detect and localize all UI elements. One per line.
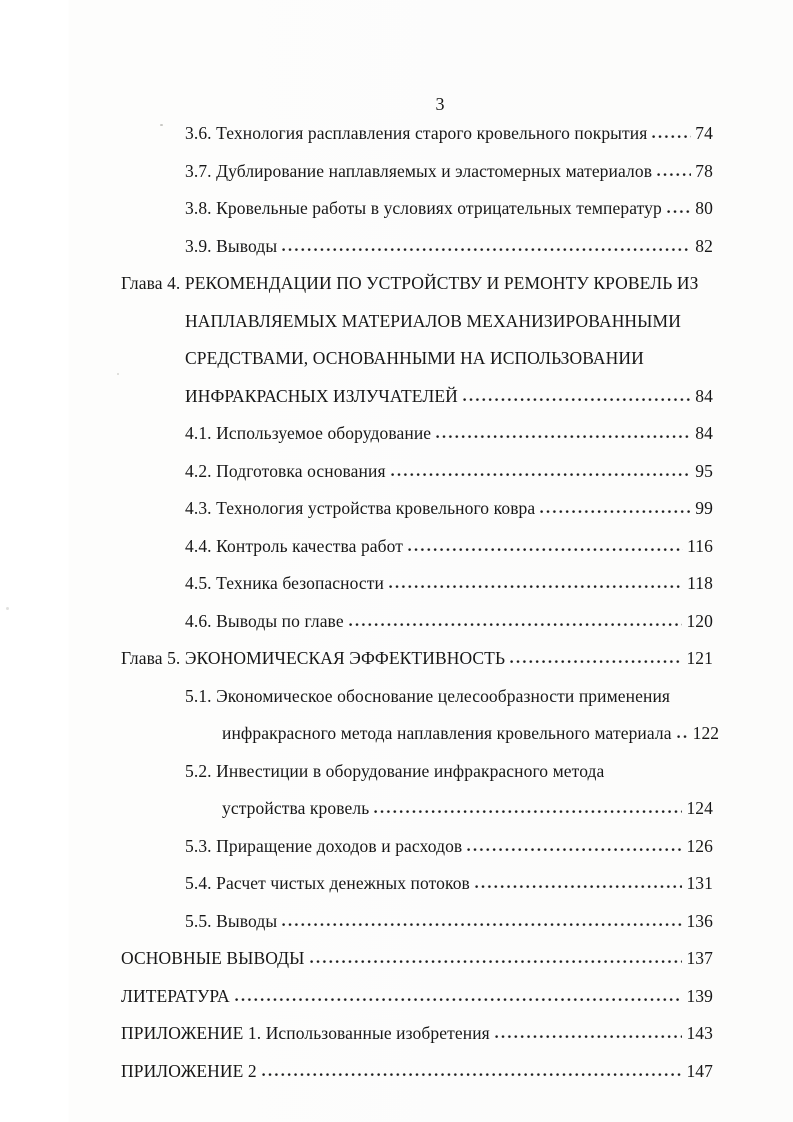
dot-leader <box>262 1072 683 1077</box>
toc-entry-text: ОСНОВНЫЕ ВЫВОДЫ <box>121 948 305 968</box>
toc-page-number: 78 <box>695 160 713 181</box>
dot-leader <box>463 397 691 402</box>
toc-entry-text: 3.8. Кровельные работы в условиях отрицательных температур <box>185 198 662 218</box>
toc-entry <box>121 536 713 557</box>
toc-page-number: 122 <box>692 723 720 743</box>
toc-entry <box>121 911 713 932</box>
page-number: 3 <box>435 94 445 114</box>
dot-leader <box>677 734 689 739</box>
toc-entry-text: ПРИЛОЖЕНИЕ 1. Использованные изобретения <box>121 1023 490 1043</box>
toc-entry-text: 4.4. Контроль качества работ <box>185 535 404 556</box>
toc-entry-continuation <box>121 798 713 819</box>
toc-entry-continuation <box>121 348 713 369</box>
toc-page-number: 80 <box>695 198 713 218</box>
toc-page-number: 116 <box>687 535 713 556</box>
dot-leader <box>667 209 691 214</box>
toc-entry <box>121 498 713 519</box>
dot-leader <box>540 509 691 514</box>
toc-entry <box>121 123 713 144</box>
dot-leader <box>389 584 683 589</box>
toc-entry-text: 4.1. Используемое оборудование <box>185 423 432 443</box>
toc-page-number: 147 <box>686 1060 713 1081</box>
toc-page-number: 84 <box>695 385 713 406</box>
toc-page-number: 120 <box>686 610 713 631</box>
toc-entry-text: устройства кровель <box>222 798 370 818</box>
toc-entry <box>121 686 713 707</box>
toc-page-number: 74 <box>695 123 713 143</box>
dot-leader <box>495 1034 683 1039</box>
toc-entry-continuation <box>121 386 713 407</box>
dot-leader <box>282 247 691 252</box>
toc-entry-text: инфракрасного метода наплавления кровельного материала <box>222 723 672 743</box>
toc-entry-text: ПРИЛОЖЕНИЕ 2 <box>121 1060 257 1081</box>
toc-entry-text: Глава 5. ЭКОНОМИЧЕСКАЯ ЭФФЕКТИВНОСТЬ <box>121 648 506 668</box>
toc-entry <box>121 236 713 257</box>
toc-entry <box>121 573 713 594</box>
toc-entry-text: ЛИТЕРАТУРА <box>121 985 230 1006</box>
toc-page-number: 131 <box>686 873 713 893</box>
toc-page-number: 126 <box>686 835 713 856</box>
toc-page-number: 121 <box>686 648 713 668</box>
toc-entry-continuation <box>121 723 720 744</box>
toc-entry <box>121 198 713 219</box>
toc-entry-text: 5.4. Расчет чистых денежных потоков <box>185 873 470 893</box>
dot-leader <box>436 434 691 439</box>
toc-entry-text: ИНФРАКРАСНЫХ ИЗЛУЧАТЕЛЕЙ <box>185 385 458 406</box>
toc-entry-text: 4.6. Выводы по главе <box>185 610 344 631</box>
toc-entry-chapter <box>121 273 713 294</box>
toc-entry-section <box>121 948 713 969</box>
toc-page-number: 124 <box>686 798 713 818</box>
toc-entry-text: 3.9. Выводы <box>185 235 278 256</box>
dot-leader <box>349 622 683 627</box>
dot-leader <box>282 922 682 927</box>
toc-entry-text: 3.6. Технология расплавления старого кровельного покрытия <box>185 123 648 143</box>
toc-entry <box>121 161 713 182</box>
toc-entry-text: Глава 4. РЕКОМЕНДАЦИИ ПО УСТРОЙСТВУ И РЕМОНТУ КРОВЕЛЬ ИЗ <box>121 273 699 293</box>
dot-leader <box>652 134 691 139</box>
toc-entry <box>121 423 713 444</box>
toc-entry <box>121 836 713 857</box>
dot-leader <box>467 847 682 852</box>
dot-leader <box>510 659 682 664</box>
toc-entry-text: 5.5. Выводы <box>185 910 278 931</box>
toc-entry-text: 4.5. Техника безопасности <box>185 573 384 593</box>
toc-entry <box>121 611 713 632</box>
toc-page-number: 82 <box>695 235 713 256</box>
dot-leader <box>374 809 682 814</box>
toc-entry-section <box>121 1023 713 1044</box>
dot-leader <box>391 472 692 477</box>
toc-entry-text: 5.3. Приращение доходов и расходов <box>185 835 463 856</box>
dot-leader <box>475 884 683 889</box>
toc-entry <box>121 461 713 482</box>
toc-page-number: 137 <box>686 948 713 968</box>
dot-leader <box>310 959 683 964</box>
toc-page-number: 143 <box>686 1023 713 1043</box>
toc-page-number: 84 <box>695 423 713 443</box>
toc-page-number: 139 <box>686 985 713 1006</box>
toc-entry-text: НАПЛАВЛЯЕМЫХ МАТЕРИАЛОВ МЕХАНИЗИРОВАННЫМИ <box>185 310 681 331</box>
toc-entry-text: 4.2. Подготовка основания <box>185 460 386 481</box>
toc-entry-section <box>121 986 713 1007</box>
toc-entry-continuation <box>121 311 713 332</box>
toc-page-number: 99 <box>695 498 713 518</box>
toc-entry-text: 5.2. Инвестиции в оборудование инфракрасного метода <box>185 760 605 781</box>
toc-entry-chapter <box>121 648 713 669</box>
scan-speck <box>160 124 163 126</box>
toc-entry-text: 5.1. Экономическое обоснование целесообразности применения <box>185 685 671 706</box>
scan-speck <box>117 373 119 375</box>
toc-entry <box>121 873 713 894</box>
toc-page-number: 118 <box>687 573 713 593</box>
toc-page-number: 136 <box>686 910 713 931</box>
scan-speck <box>6 607 9 610</box>
toc-entry <box>121 761 713 782</box>
toc-page-number: 95 <box>695 460 713 481</box>
toc-entry-text: 3.7. Дублирование наплавляемых и эластомерных материалов <box>185 160 653 181</box>
dot-leader <box>408 547 683 552</box>
toc-entry-section <box>121 1061 713 1082</box>
dot-leader <box>235 997 683 1002</box>
toc-entry-text: 4.3. Технология устройства кровельного ковра <box>185 498 536 518</box>
dot-leader <box>657 172 691 177</box>
toc-entry-text: СРЕДСТВАМИ, ОСНОВАННЫМИ НА ИСПОЛЬЗОВАНИИ <box>185 348 644 368</box>
